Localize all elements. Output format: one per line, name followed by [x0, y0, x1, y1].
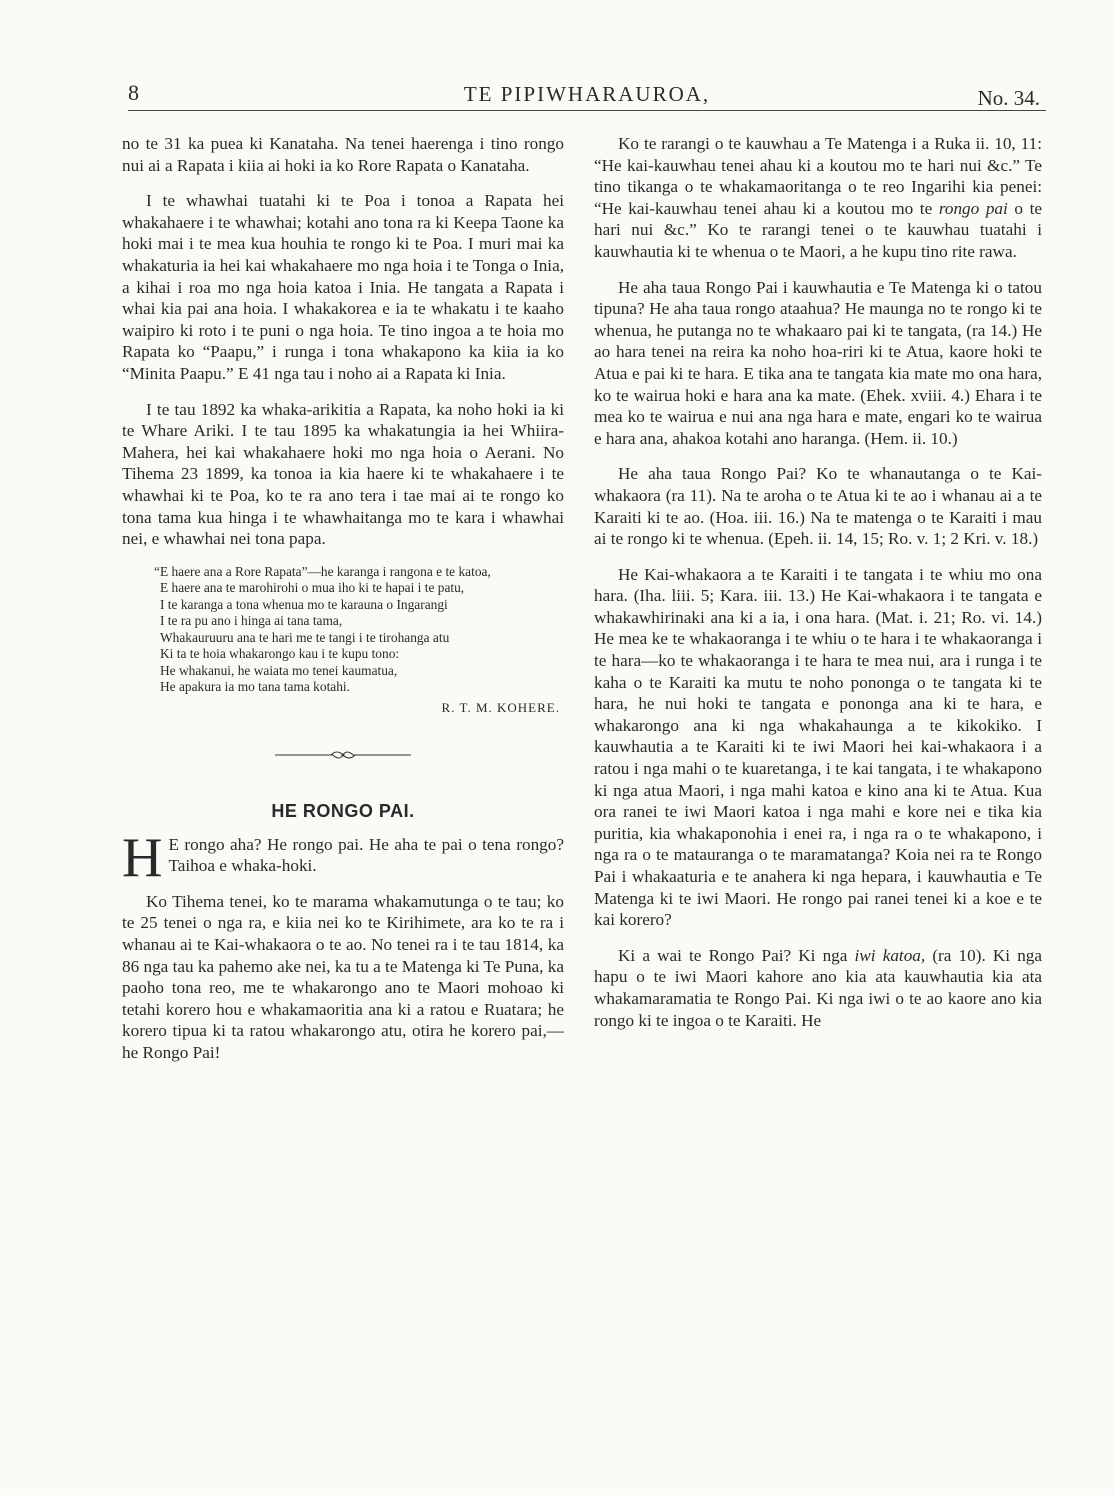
paragraph: Ko te rarangi o te kauwhau a Te Matenga i a Ruka ii. 10, 11: “He kai-kauwhau tenei ahau ki a koutou mo te hari nui &c.” Te tino tikanga o te whakamaoritanga o te reo Ingarihi kia penei: “He kai-kauwhau tenei ahau ki a koutou mo te rongo pai o te hari nui &c.” Ko te rarangi tenei o te kauwhau tuatahi i kauwhautia ki te whenua o te Maori, a he kupu tino rite rawa. — [594, 134, 1043, 261]
paragraph: H E rongo aha? He rongo pai. He aha te pai o tena rongo? Taihoa e whaka-hoki. — [122, 826, 564, 889]
poem-line: He apakura ia mo tana tama kotahi. — [160, 679, 350, 695]
author-signature: R. T. M. KOHERE. — [441, 699, 560, 715]
poem — [154, 563, 564, 696]
poem-line: E haere ana te marohirohi o mua iho ki te hapai i te patu, — [160, 580, 465, 596]
left-column — [122, 133, 564, 1078]
poem-line: Whakauruuru ana te hari me te tangi i te tirohanga atu — [160, 629, 450, 645]
ornament-divider-icon — [122, 748, 564, 767]
paragraph: He Kai-whakaora a te Karaiti i te tangata i te whiu mo ona hara. (Iha. liii. 5; Kara. iii. 13.) He Kai-whakaora i te tangata e whakawhirinaki ana ki a ia, i ona hara. (Mat. i. 21; Ro. vi. 14.) He mea ke te whakaoranga i te whiu o te hara i te whakaoranga i te hara—ko te whakaoranga i te hara te mea nui, ara i runga i te kaha o te Karaiti ka mutu te noho pononga o te tangata ki te hara, he nui hoki te tangata e pononga ana ki te hara, e whakarongo ana ki nga whakahaunga a te kikokiko. I kauwhautia a te Karaiti ki te iwi Maori hei kai-whakaora i a ratou i nga mahi o te kuaretanga, i te kai tangata, i te whakapono ki nga atua Maori, i nga mahi katoa e kino ana ki te Atua. Kua ora ranei te iwi Maori katoa i nga mahi e kore nei e tika kia puritia, kia whakaponohia i enei ra, i nga ra o te whakapono, i nga ra o te matauranga o te maramatanga? Koia nei ra te Rongo Pai i whakaaturia e te anahera ki nga hepara, i kauwhautia e Te Matenga ki te iwi Maori. He rongo pai ranei tenei ki a koe e te kai korero? — [594, 564, 1042, 930]
paragraph: I te whawhai tuatahi ki te Poa i tonoa a Rapata hei whakahaere i te whawhai; kotahi ano tona ra ki Keepa Taone ka hoki mai i te mea kua houhia te rongo ki te Poa. I muri mai ka whakaturia ia hei kai whakahaere mo nga hoia i te Tonga o Inia, a kihai i roa mo nga hoia katoa i Inia. He tangata a Rapata i whai kia pai ana hoia. I whakakorea e ia te whakatu i te kaaho waipiro ki roto i te puni o nga hoia. Te tino ingoa a te hoia mo Rapata ko “Paapu,” i runga i tona whakapono ka kiia ia ko “Minita Paapu.” E 41 nga tau i noho ai a Rapata ki Inia. — [122, 191, 564, 383]
newspaper-title: TE PIPIWHARAUROA, — [463, 82, 711, 106]
page-number: 8 — [128, 80, 139, 105]
poem-line: I te ra pu ano i hinga ai tana tama, — [160, 613, 343, 629]
poem-line: He whakanui, he waiata mo tenei kaumatua, — [160, 662, 398, 678]
paragraph: He aha taua Rongo Pai? Ko te whanautanga o te Kai-whakaora (ra 11). Na te aroha o te Atua ki te ao i whanau ai a te Karaiti ki te ao. (Hoa. iii. 16.) Na te matenga o te Karaiti i mau ai te rongo ki te whenua. (Epeh. ii. 14, 15; Ro. v. 1; 2 Kri. v. 18.) — [594, 464, 1042, 549]
right-column — [594, 133, 1042, 1045]
section-heading: HE RONGO PAI. — [271, 800, 415, 821]
paragraph: Ko Tihema tenei, ko te marama whakamutunga o te tau; ko te 25 tenei o nga ra, e kiia nei ko te Kirihimete, ara ko te ra i whanau ai te Kai-whakaora o te ao. No tenei ra i te tau 1814, ka 86 nga tau ka pahemo ake nei, ka tu a te Matenga ki Te Puna, ka paoho tona reo, me te whakarongo ano te Maori mohoao ki tetahi korero hou e whakamaoritia ana ki a ratou e Ruatara; he korero tipua ki ta ratou whakarongo atu, otira he korero pai,—he Rongo Pai! — [122, 891, 564, 1063]
paragraph: Ki a wai te Rongo Pai? Ki nga iwi katoa, (ra 10). Ki nga hapu o te iwi Maori kahore ano kia ata kauwhautia kia ata whakamaramatia te Rongo Pai. Ki nga iwi o te ao kaore ano kia rongo ki te ingoa o te Karaiti. He — [594, 945, 1043, 1030]
paragraph: I te tau 1892 ka whaka-arikitia a Rapata, ka noho hoki ia ki te Whare Ariki. I te tau 1895 ka whakatungia ia hei Whiira-Mahera, hei kai whakahaere hoki mo nga hoia o Aerani. No Tihema 23 1899, ka tonoa ia kia haere ki te whakahaere i te whawhai ki te Poa, ko te ra ano tera i tae mai ai te rongo ko tona tama kua hinga i te whawhaitanga mo te kara i whawhai nei, e whawhai nei tona papa. — [122, 399, 564, 549]
drop-cap: H — [122, 826, 163, 889]
issue-number: No. 34. — [977, 86, 1040, 110]
paragraph: He aha taua Rongo Pai i kauwhautia e Te Matenga ki o tatou tipuna? He aha taua rongo ataahua? He maunga no te rongo ki te whenua, he putanga no te whakaaro pai ki te tangata, (ra 14.) He ao hara tenei na reira ka noho hoa-riri ki te Atua, kaore hoki te Atua e pai ki te hara. E tika ana te tangata kia mate mo ona hara, ko te wairua hoki e hara ana ka mate. (Ehek. xviii. 4.) Ehara i te mea ko te wairua e nui ana nga hara e mate, engari ko te wairua e hara ana, ahakoa kotahi ano haranga. (Hem. ii. 10.) — [594, 277, 1042, 448]
paragraph: no te 31 ka puea ki Kanataha. Na tenei haerenga i tino rongo nui ai a Rapata i kiia ai hoki ia ko Rore Rapata o Kanataha. — [122, 134, 564, 175]
poem-line: Ki ta te hoia whakarongo kau i te kupu tono: — [160, 646, 400, 662]
poem-line: “E haere ana a Rore Rapata”—he karanga i rangona e te katoa, — [154, 563, 491, 579]
poem-line: I te karanga a tona whenua mo te karauna o Ingarangi — [160, 596, 448, 612]
page-header — [128, 80, 1046, 111]
